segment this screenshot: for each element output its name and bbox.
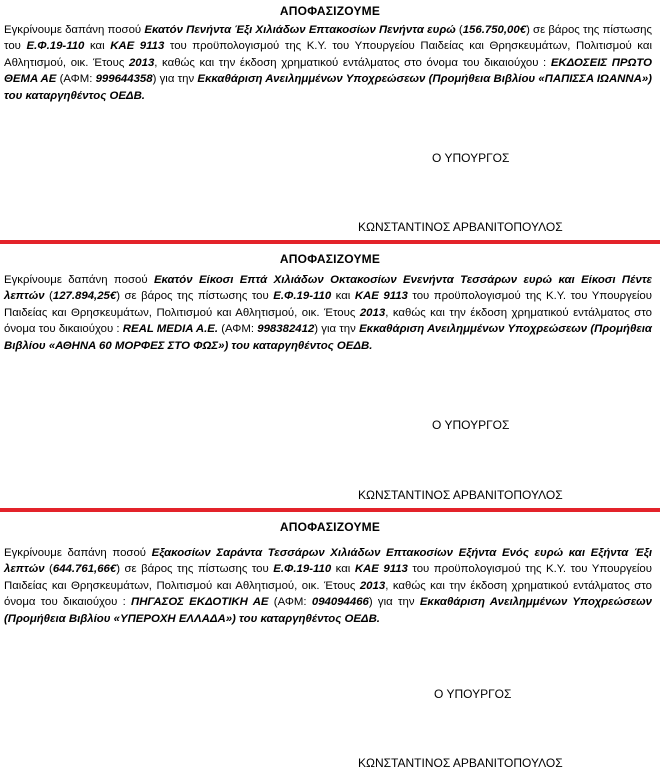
amount-numeric: 644.761,66€ <box>52 563 117 576</box>
decision-text: ( <box>44 290 53 303</box>
decision-text: (ΑΦΜ: <box>218 323 258 336</box>
budget-code: Ε.Φ.19-110 <box>273 290 332 303</box>
decision-text: και <box>84 40 111 53</box>
decision-text: ) σε βάρος της πίστωσης του <box>116 290 274 303</box>
purpose: Εκκαθάριση Ανειλημμένων Υποχρεώσεων (Προμήθεια Βιβλίου «ΥΠΕΡΟΧΗ ΕΛΛΑΔΑ») του καταργηθέντος ΟΕΔΒ. <box>4 596 652 625</box>
afm-number: 094094466 <box>311 596 369 609</box>
amount-words: Εκατόν Πενήντα Έξι Χιλιάδων Επτακοσίων Πενήντα ευρώ <box>144 24 456 36</box>
decision-text: του προϋπολογισμού της Κ.Υ. του Υπουργείου Παιδείας και Θρησκευμάτων, Πολιτισμού και Αθλητισμού, οικ. Έτους <box>4 563 652 592</box>
kae-code: ΚΑΕ 9113 <box>354 290 408 303</box>
beneficiary: ΠΗΓΑΣΟΣ ΕΚΔΟΤΙΚΗ ΑΕ <box>131 596 269 609</box>
amount-words: Εκατόν Είκοσι Επτά Χιλιάδων Οκτακοσίων Ενενήντα Τεσσάρων ευρώ και Είκοσι Πέντε λεπτών <box>4 274 652 303</box>
decision-2-minister-title: Ο ΥΠΟΥΡΓΟΣ <box>432 418 510 432</box>
amount-numeric: 156.750,00€ <box>462 24 527 36</box>
fiscal-year: 2013 <box>359 579 386 592</box>
decision-2-body <box>4 272 652 354</box>
decision-3-minister-title: Ο ΥΠΟΥΡΓΟΣ <box>434 687 512 701</box>
decision-text: και <box>331 563 355 576</box>
amount-numeric: 127.894,25€ <box>52 290 117 303</box>
decision-text: , καθώς και την έκδοση χρηματικού εντάλματος στο όνομα του δικαιούχου : <box>4 579 652 609</box>
section-divider <box>0 508 660 512</box>
section-divider <box>0 240 660 244</box>
decision-text: ) σε βάρος της πίστωσης του <box>4 24 652 53</box>
purpose: Εκκαθάριση Ανειλημμένων Υποχρεώσεων (Προμήθεια Βιβλίου «ΑΘΗΝΑ 60 ΜΟΡΦΕΣ ΣΤΟ ΦΩΣ») του καταργηθέντος ΟΕΔΒ. <box>4 323 652 352</box>
amount-words: Εξακοσίων Σαράντα Τεσσάρων Χιλιάδων Επτακοσίων Εξήντα Ενός ευρώ και Εξήντα Έξι λεπτών <box>4 547 652 576</box>
beneficiary: ΕΚΔΟΣΕΙΣ ΠΡΩΤΟ ΘΕΜΑ ΑΕ <box>4 56 652 86</box>
decision-text: ) σε βάρος της πίστωσης του <box>116 563 274 576</box>
decision-3-body <box>4 545 652 627</box>
decision-text: και <box>331 290 355 303</box>
decision-text: ( <box>455 24 463 36</box>
decision-text: (ΑΦΜ: <box>56 73 96 86</box>
decision-1-heading: ΑΠΟΦΑΣΙΖΟΥΜΕ <box>279 4 381 18</box>
decision-3-heading: ΑΠΟΦΑΣΙΖΟΥΜΕ <box>279 520 381 534</box>
decision-1-body <box>4 22 652 104</box>
afm-number: 998382412 <box>257 323 315 336</box>
decision-text: Εγκρίνουμε δαπάνη ποσού <box>4 24 145 36</box>
decision-1-minister-title: Ο ΥΠΟΥΡΓΟΣ <box>432 151 510 165</box>
decision-text: ) για την <box>314 323 360 336</box>
decision-text: Εγκρίνουμε δαπάνη ποσού <box>4 547 152 559</box>
kae-code: ΚΑΕ 9113 <box>354 563 408 576</box>
budget-code: Ε.Φ.19-110 <box>273 563 332 576</box>
decision-2-heading: ΑΠΟΦΑΣΙΖΟΥΜΕ <box>279 252 381 266</box>
fiscal-year: 2013 <box>128 56 155 69</box>
decision-text: , καθώς και την έκδοση χρηματικού εντάλματος στο όνομα του δικαιούχου : <box>154 56 551 69</box>
decision-text: (ΑΦΜ: <box>268 596 312 609</box>
purpose: Εκκαθάριση Ανειλημμένων Υποχρεώσεων (Προμήθεια Βιβλίου «ΠΑΠΙΣΣΑ ΙΩΑΝΝΑ») του καταργηθέντος ΟΕΔΒ. <box>4 73 652 102</box>
decision-1-minister-name: ΚΩΝΣΤΑΝΤΙΝΟΣ ΑΡΒΑΝΙΤΟΠΟΥΛΟΣ <box>358 220 563 234</box>
afm-number: 999644358 <box>95 73 153 86</box>
kae-code: ΚΑΕ 9113 <box>110 40 165 53</box>
fiscal-year: 2013 <box>359 306 386 319</box>
decision-text: ) για την <box>152 73 198 86</box>
decision-text: του προϋπολογισμού της Κ.Υ. του Υπουργείου Παιδείας και Θρησκευμάτων, Πολιτισμού και Αθλητισμού, οικ. Έτους <box>4 40 652 69</box>
decision-2-minister-name: ΚΩΝΣΤΑΝΤΙΝΟΣ ΑΡΒΑΝΙΤΟΠΟΥΛΟΣ <box>358 488 563 502</box>
beneficiary: REAL MEDIA A.E. <box>122 323 219 336</box>
decision-text: ) για την <box>368 596 420 609</box>
decision-text: του προϋπολογισμού της Κ.Υ. του Υπουργείου Παιδείας και Θρησκευμάτων, Πολιτισμού και Αθλητισμού, οικ. Έτους <box>4 290 652 319</box>
decision-text: , καθώς και την έκδοση χρηματικού εντάλματος στο όνομα του δικαιούχου : <box>4 306 652 336</box>
budget-code: Ε.Φ.19-110 <box>26 40 85 53</box>
decision-text: Εγκρίνουμε δαπάνη ποσού <box>4 274 154 286</box>
decision-text: ( <box>44 563 53 576</box>
decision-3-minister-name: ΚΩΝΣΤΑΝΤΙΝΟΣ ΑΡΒΑΝΙΤΟΠΟΥΛΟΣ <box>358 756 563 770</box>
